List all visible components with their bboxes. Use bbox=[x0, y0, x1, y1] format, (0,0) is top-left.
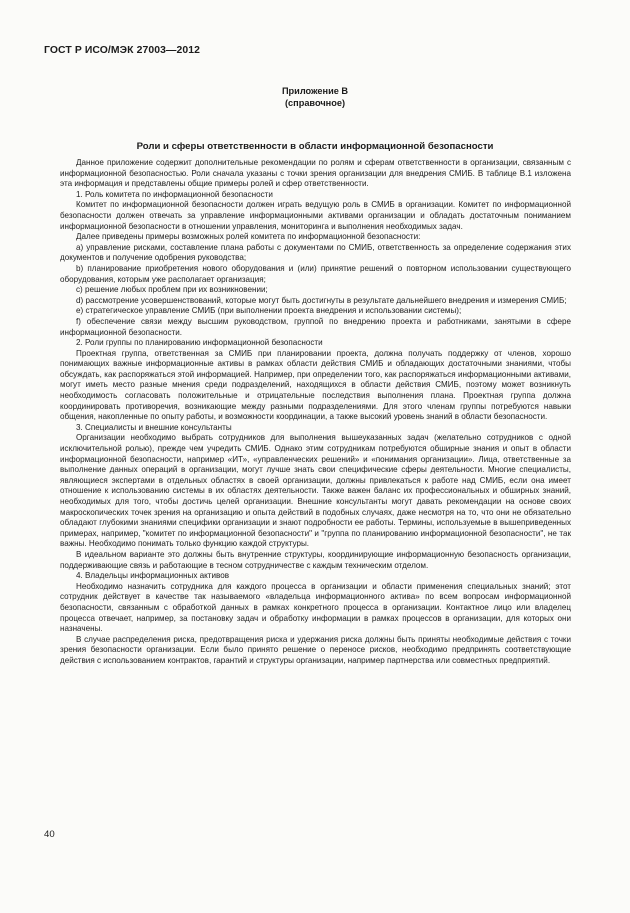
paragraph: Необходимо назначить сотрудника для каждого процесса в организации и области применения специальных знаний; этот сотрудник действует в качестве так называемого «владельца информационного актива» по всем вопросам информационной безопасности, связанным с обработкой данных в рамках конкретного процесса в организации. Контактное лицо или владелец процесса отвечает, например, за постановку задач и обработку информации в рамках процессов в организации, для которых они назначены. bbox=[60, 581, 571, 634]
list-item: a) управление рисками, составление плана работы с документами по СМИБ, ответственность за определение содержания этих документов и получение одобрения руководства; bbox=[60, 242, 571, 263]
appendix-heading bbox=[0, 85, 630, 109]
paragraph: Проектная группа, ответственная за СМИБ при планировании проекта, должна получать поддержку от членов, хорошо понимающих важные информационные активы в рамках области действия СМИБ и обладающих достаточными знаниями, чтобы обсуждать, как распоряжаться этой информацией. Например, при определении того, как распоряжаться информационными активами, могут иметь место разные мнения среди подразделений, находящихся в области действия СМИБ, поэтому может возникнуть необходимость согласовать положительные и отрицательные последствия выполнения плана. Проектная группа должна координировать противоречия, возникающие между разными подразделениями. Для этого членам группы потребуются навыки общения, накопленные по опыту работы, и возможности координации, а также высокий уровень знаний в области безопасности. bbox=[60, 348, 571, 422]
section-title: Роли и сферы ответственности в области информационной безопасности bbox=[136, 141, 494, 152]
paragraph: В идеальном варианте это должны быть внутренние структуры, координирующие информационную безопасность организации, поддерживающие связь и работающие в тесном сотрудничестве с каждым техническим отделом. bbox=[60, 549, 571, 570]
list-item: f) обеспечение связи между высшим руководством, группой по внедрению проекта и работниками, занятыми в сфере информационной безопасности. bbox=[60, 316, 571, 337]
paragraph: Организации необходимо выбрать сотрудников для выполнения вышеуказанных задач (желательно сотрудников с одной исключительной ролью), прежде чем учредить СМИБ. Однако этим сотрудникам потребуются обширные знания и опыт в области информационной безопасности, например «ИТ», «управленческих решений» и «понимания организации». Лица, ответственные за выполнение данных операций в организации, могут лучше знать свои специфические сферы деятельности. Многие специалисты, являющиеся экспертами в отдельных областях в своей организации, должны привлекаться к работе над СМИБ, если она имеет отношение к использованию системы в их областях деятельности. Также важен баланс их профессиональных и обширных знаний, необходимых для того, чтобы достичь целей организации. Внешние консультанты могут давать рекомендации на основе своих макроскопических точек зрения на организацию и опыта действий в подобных случаях, даже несмотря на то, что они не обязательно обладают глубокими знаниями специфики организации и знают подробности ее работы. Термины, используемые в вышеприведенных примерах, например, "комитет по информационной безопасности" и "группа по планированию информационной безопасности", не так важны. Необходимо понимать только функцию каждой структуры. bbox=[60, 433, 571, 549]
subheading: 3. Специалисты и внешние консультанты bbox=[76, 422, 232, 432]
subheading: 1. Роль комитета по информационной безопасности bbox=[76, 189, 273, 199]
paragraph: Данное приложение содержит дополнительные рекомендации по ролям и сферам ответственности в организации, связанным с информационной безопасностью. Роли сначала указаны с точки зрения организации для внедрения СМИБ. В таблице В.1 изложена эта информация и представлены общие примеры ролей и сфер ответственности. bbox=[60, 158, 571, 189]
list-item: e) стратегическое управление СМИБ (при выполнении проекта внедрения и использовании системы); bbox=[76, 306, 462, 316]
body-text bbox=[60, 158, 571, 667]
list-item: b) планирование приобретения нового оборудования и (или) принятие решений о повторном использовании существующего оборудования, которым уже располагает организация; bbox=[60, 263, 571, 284]
subheading: 4. Владельцы информационных активов bbox=[76, 571, 230, 581]
paragraph: В случае распределения риска, предотвращения риска и удержания риска должны быть приняты необходимые действия с точки зрения безопасности организации. Если было принято решение о переносе рисков, необходимо предпринять соответствующие действия с использованием контрактов, гарантий и структуры организации, например партнерства или совместных предприятий. bbox=[60, 634, 571, 665]
page-number: 40 bbox=[44, 829, 55, 840]
appendix-label: Приложение В bbox=[281, 86, 349, 96]
paragraph: Комитет по информационной безопасности должен играть ведущую роль в СМИБ в организации. Комитет по информационной безопасности должен отвечать за управление информационными активами организации и обладать достаточным пониманием информационной безопасности в отношении управления, мониторинга и выполнения необходимых задач. bbox=[60, 200, 571, 231]
list-item: d) рассмотрение усовершенствований, которые могут быть достигнуты в результате дальнейшего внедрения и измерения СМИБ; bbox=[76, 295, 567, 305]
paragraph: Далее приведены примеры возможных ролей комитета по информационной безопасности: bbox=[76, 232, 421, 242]
subheading: 2. Роли группы по планированию информационной безопасности bbox=[76, 338, 323, 348]
appendix-note: (справочное) bbox=[284, 98, 345, 108]
standard-header: ГОСТ Р ИСО/МЭК 27003—2012 bbox=[44, 45, 200, 56]
list-item: c) решение любых проблем при их возникновении; bbox=[76, 285, 268, 295]
